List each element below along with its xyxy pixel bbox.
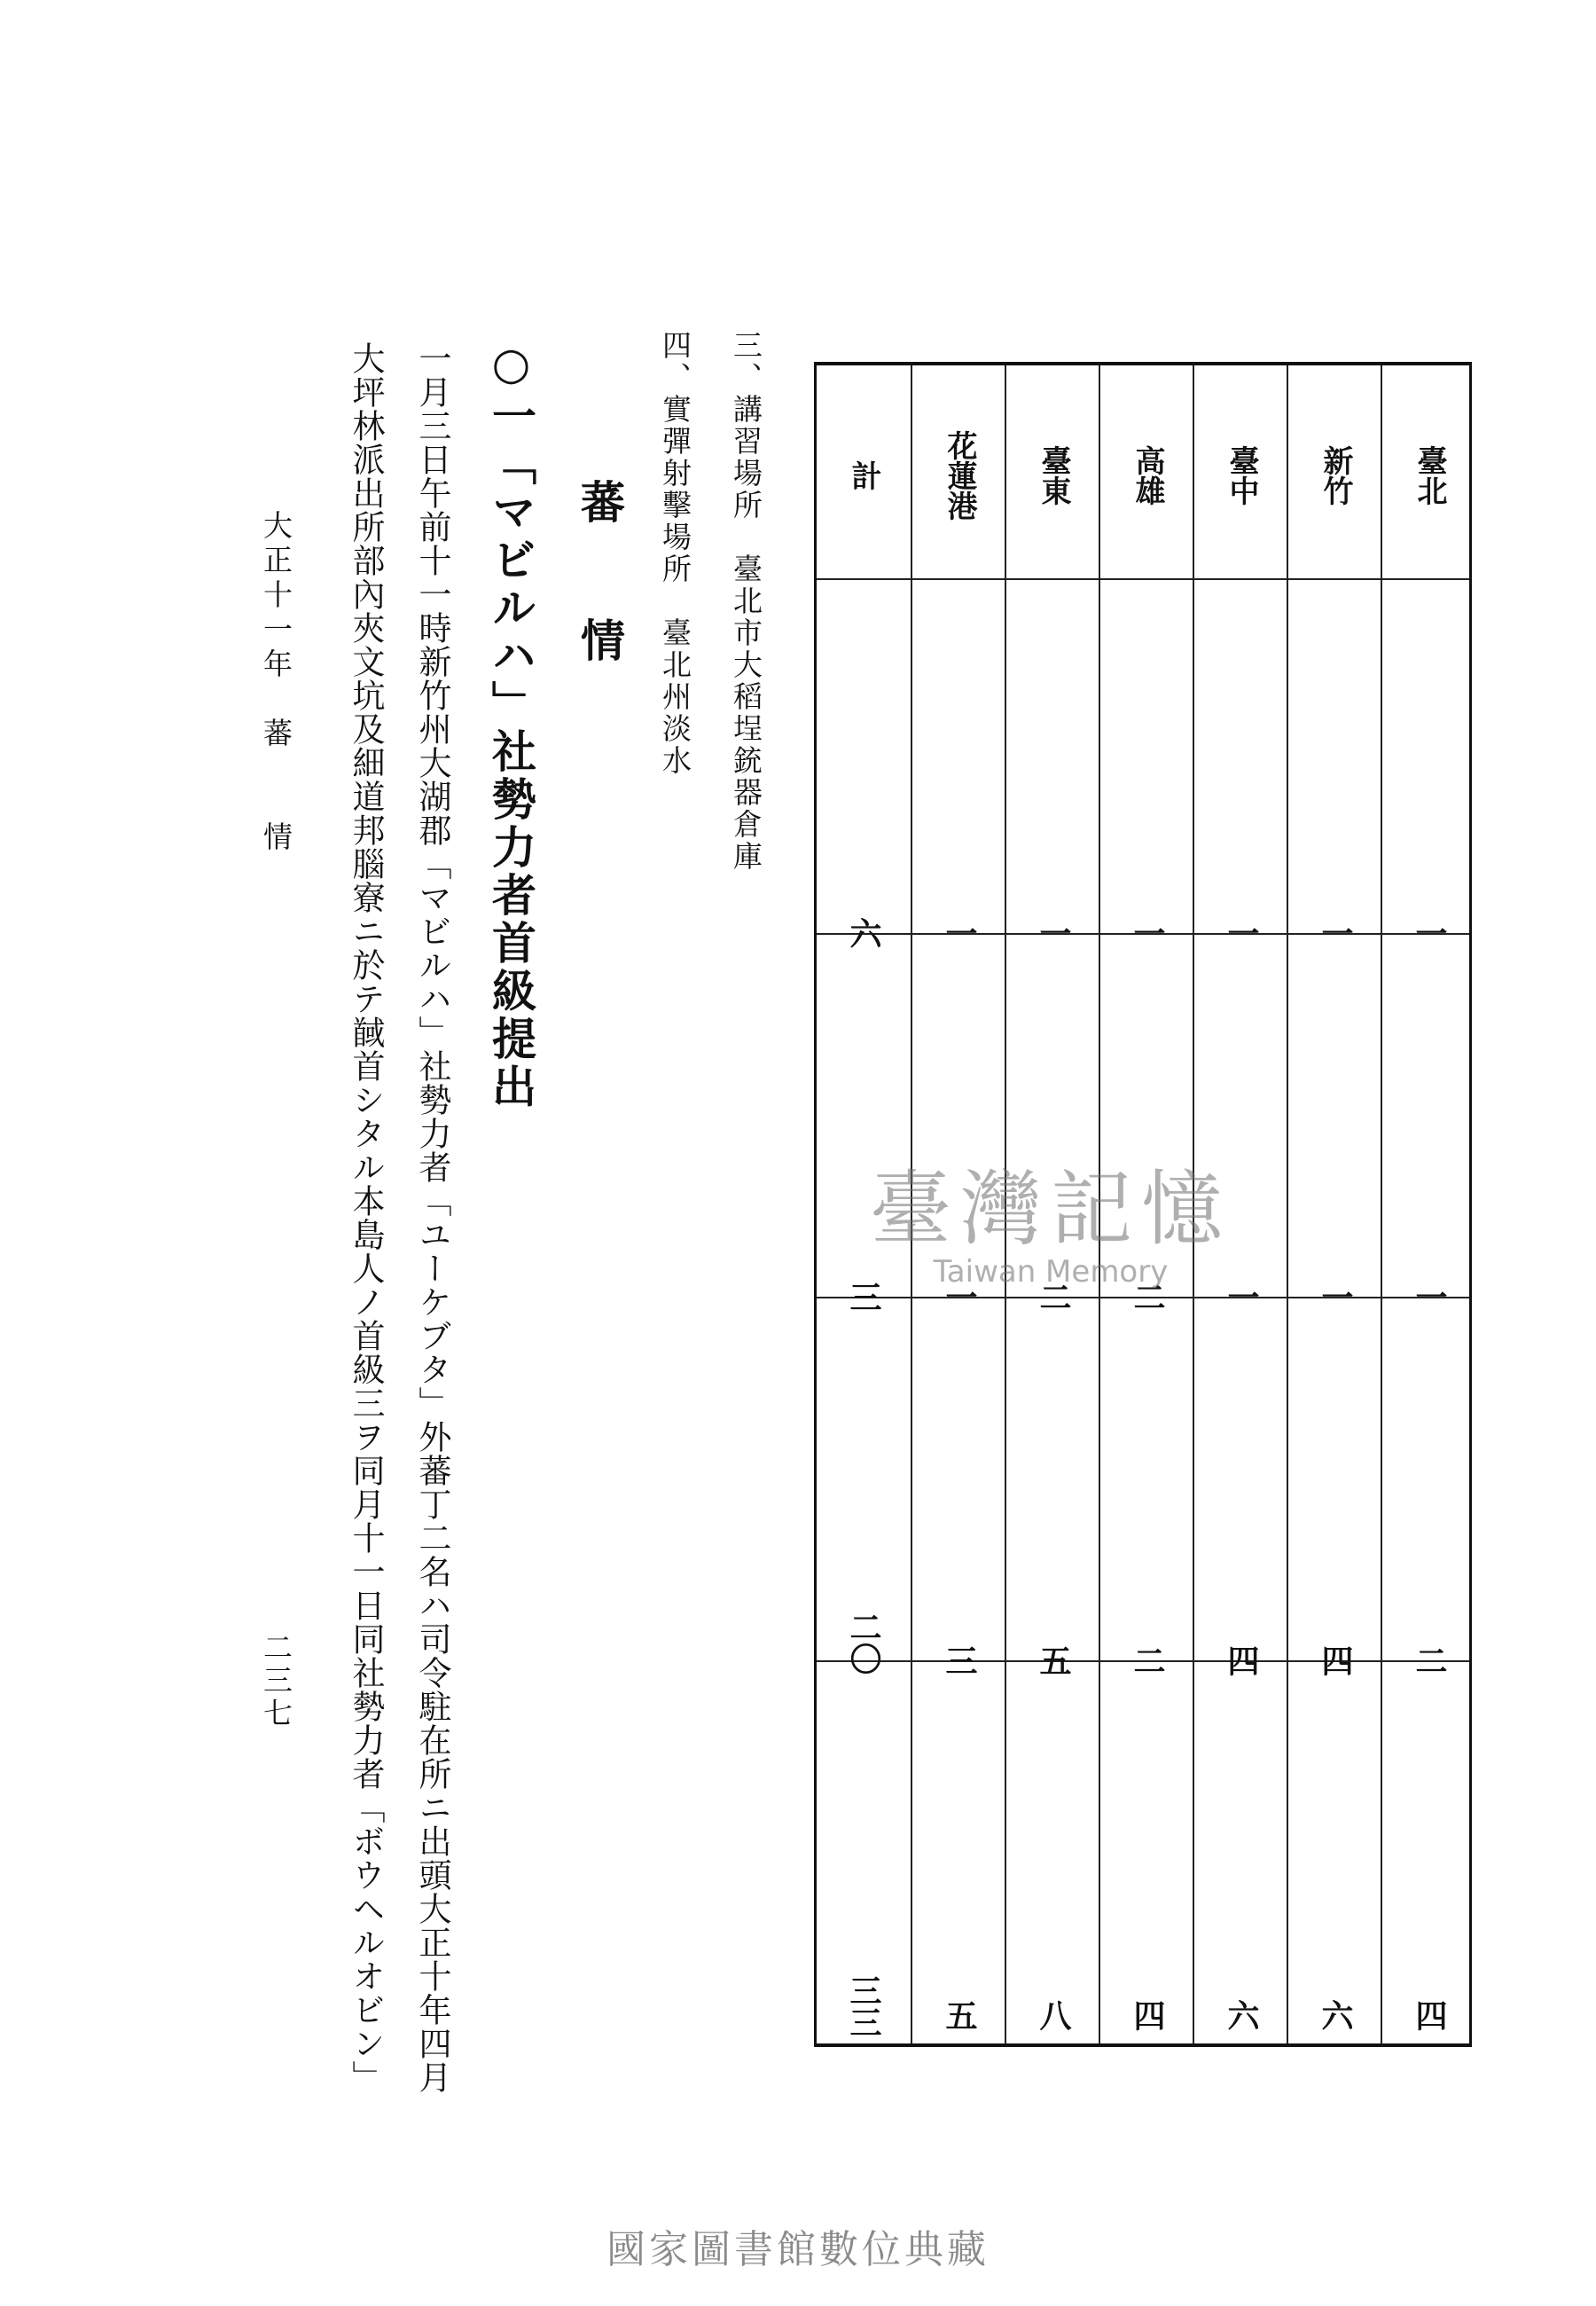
table-cell: 二〇 [845, 1611, 882, 1675]
table-cell: 五 [941, 1999, 978, 2031]
page-number: 二三七 [259, 1632, 293, 1730]
table-cell: 六 [1223, 1999, 1260, 2031]
body-line-2: 大坪林派出所部內夾文坑及細道邦腦寮ニ於テ馘首シタル本島人ノ首級三ヲ同月十一日同社勢力者「ボウヘルオビン」 [347, 341, 385, 2094]
table-cell: 六 [845, 917, 882, 949]
table-cell: 四 [1223, 1644, 1260, 1676]
column-header: 計 [846, 460, 881, 490]
table-cell: 八 [1035, 1999, 1072, 2031]
table-cell: 二 [1411, 1644, 1448, 1676]
table-cell: 二 [1129, 1281, 1166, 1313]
list-item-3: 三、講習場所 臺北市大稻埕銃器倉庫 [729, 330, 763, 873]
table-column-hsinchu [1287, 365, 1382, 2043]
column-header: 花蓮港 [942, 430, 977, 521]
table-cell: 一 [1317, 917, 1354, 949]
column-header: 臺北 [1412, 445, 1447, 506]
table-cell: 三 [941, 1644, 978, 1676]
watermark [802, 1144, 1299, 1339]
table-cell: 四 [1411, 1999, 1448, 2031]
table-cell: 六 [1317, 1999, 1354, 2031]
table-cell: 一 [1411, 1281, 1448, 1313]
table-cell: 三三 [845, 1974, 882, 2038]
table-cell: 四 [1317, 1644, 1354, 1676]
table-cell: 四 [1129, 1999, 1166, 2031]
table-cell: 一 [1317, 1281, 1354, 1313]
footer-collection-label: 國家圖書館數位典藏 [606, 2227, 990, 2272]
table-cell: 一 [941, 1281, 978, 1313]
column-header: 臺中 [1224, 445, 1259, 506]
running-header: 大正十一年 蕃 情 [259, 510, 293, 856]
table-cell: 一 [1411, 917, 1448, 949]
table-cell: 三 [845, 1281, 882, 1313]
watermark-subtitle: Taiwan Memory [933, 1254, 1169, 1290]
table-cell: 五 [1035, 1644, 1072, 1676]
table-cell: 一 [1223, 917, 1260, 949]
table-cell: 一 [1223, 1281, 1260, 1313]
table-cell: 一 [1035, 917, 1072, 949]
table-cell: 一 [1129, 917, 1166, 949]
table-column-taipei [1381, 365, 1476, 2043]
headline: ○一「マビルハ」社勢力者首級提出 [485, 337, 537, 1111]
column-header: 新竹 [1318, 445, 1353, 506]
section-title: 蕃 情 [574, 479, 626, 686]
watermark-title: 臺灣記憶 [869, 1162, 1232, 1257]
table-cell: 二 [1035, 1281, 1072, 1313]
column-header: 高雄 [1130, 445, 1165, 506]
column-header: 臺東 [1036, 445, 1071, 506]
table-cell: 二 [1129, 1644, 1166, 1676]
table-cell: 一 [941, 917, 978, 949]
body-line-1: 一月三日午前十一時新竹州大湖郡「マビルハ」社勢力者「ユーケブタ」外蕃丁二名ハ司令駐在所ニ出頭大正十年四月 [413, 341, 451, 2094]
list-item-4: 四、實彈射擊場所 臺北州淡水 [658, 330, 692, 777]
